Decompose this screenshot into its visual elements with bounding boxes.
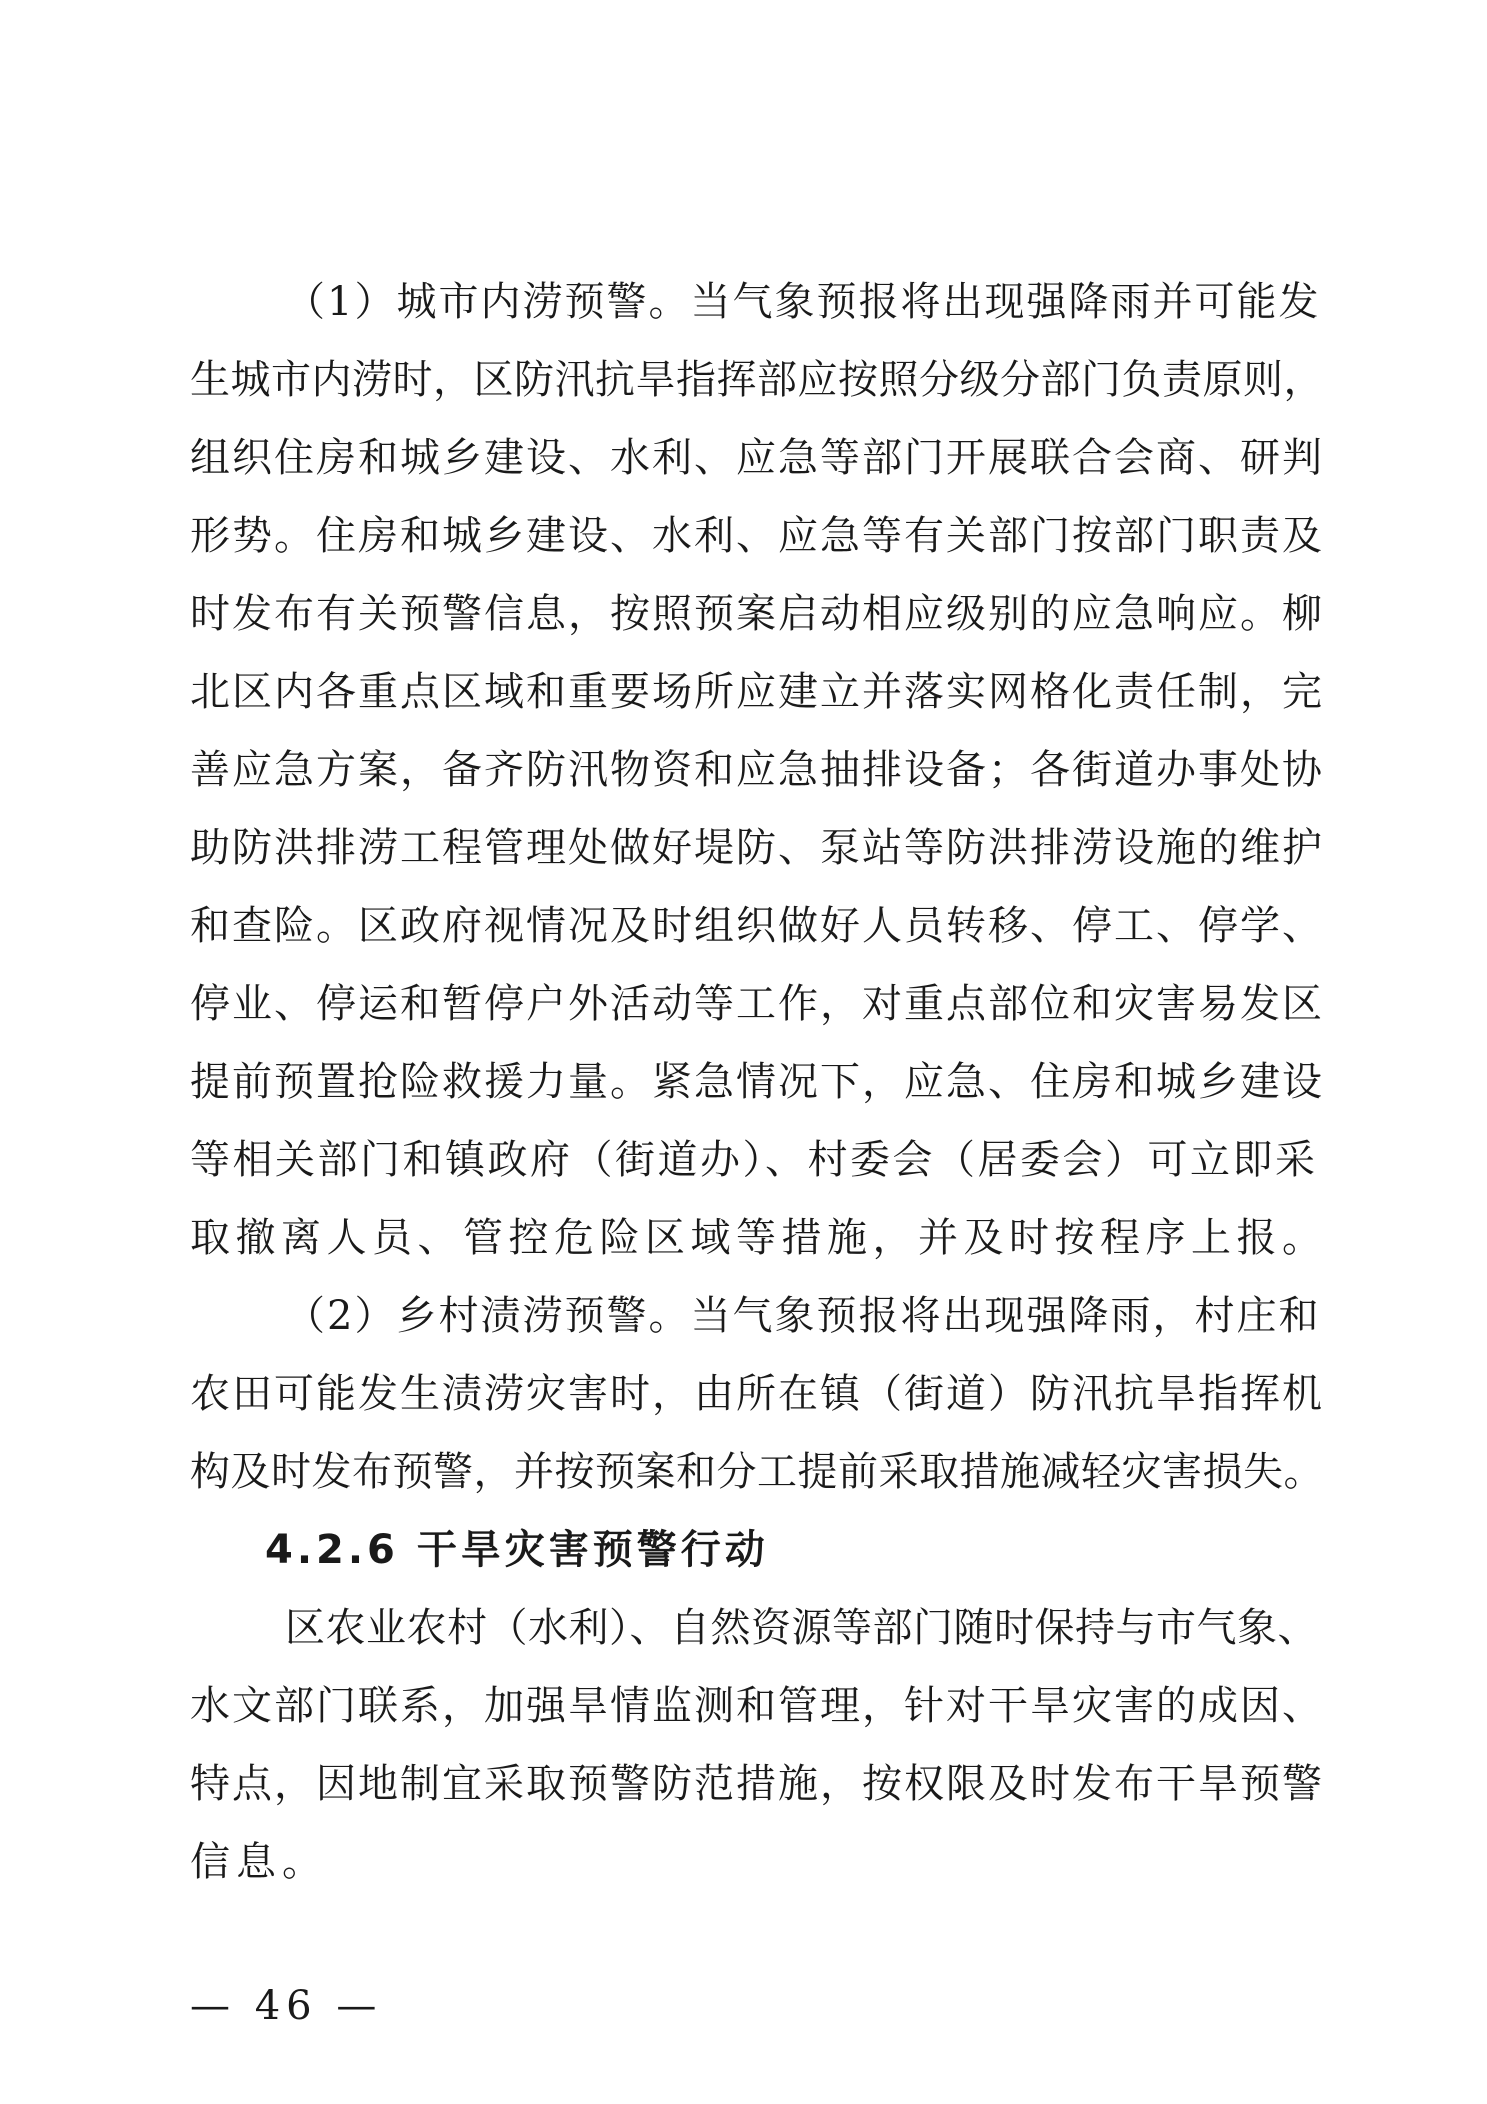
page-number: — 46 — [190,1983,383,2029]
paragraph-1-line-4: 形势。住房和城乡建设、水利、应急等有关部门按部门职责及 [190,513,1324,559]
paragraph-1-line-10: 停业、停运和暂停户外活动等工作，对重点部位和灾害易发区 [190,981,1324,1027]
paragraph-1-line-7: 善应急方案，备齐防汛物资和应急抽排设备；各街道办事处协 [190,747,1324,793]
paragraph-1-line-9: 和查险。区政府视情况及时组织做好人员转移、停工、停学、 [190,903,1324,949]
paragraph-1-line-11: 提前预置抢险救援力量。紧急情况下，应急、住房和城乡建设 [190,1059,1324,1105]
paragraph-1-line-5: 时发布有关预警信息，按照预案启动相应级别的应急响应。柳 [190,591,1324,637]
paragraph-3-line-2: 水文部门联系，加强旱情监测和管理，针对干旱灾害的成因、 [190,1683,1324,1729]
paragraph-3-line-3: 特点，因地制宜采取预警防范措施，按权限及时发布干旱预警 [190,1761,1324,1807]
paragraph-2-line-3: 构及时发布预警，并按预案和分工提前采取措施减轻灾害损失。 [190,1449,1324,1495]
paragraph-3-line-4: 信息。 [190,1839,328,1885]
paragraph-1-line-1: （1）城市内涝预警。当气象预报将出现强降雨并可能发 [285,279,1321,325]
paragraph-1-line-3: 组织住房和城乡建设、水利、应急等部门开展联合会商、研判 [190,435,1324,481]
paragraph-1-line-13: 取撤离人员、管控危险区域等措施，并及时按程序上报。 [190,1215,1328,1261]
paragraph-2-line-1: （2）乡村渍涝预警。当气象预报将出现强降雨，村庄和 [285,1293,1321,1339]
paragraph-1-line-6: 北区内各重点区域和重要场所应建立并落实网格化责任制，完 [190,669,1324,715]
paragraph-3-line-1: 区农业农村（水利）、自然资源等部门随时保持与市气象、 [285,1605,1318,1651]
paragraph-1-line-2: 生城市内涝时，区防汛抗旱指挥部应按照分级分部门负责原则， [190,357,1324,403]
paragraph-1-line-12: 等相关部门和镇政府（街道办）、村委会（居委会）可立即采 [190,1137,1318,1183]
section-heading: 4.2.6 干旱灾害预警行动 [265,1527,769,1573]
paragraph-2-line-2: 农田可能发生渍涝灾害时，由所在镇（街道）防汛抗旱指挥机 [190,1371,1324,1417]
paragraph-1-line-8: 助防洪排涝工程管理处做好堤防、泵站等防洪排涝设施的维护 [190,825,1324,871]
